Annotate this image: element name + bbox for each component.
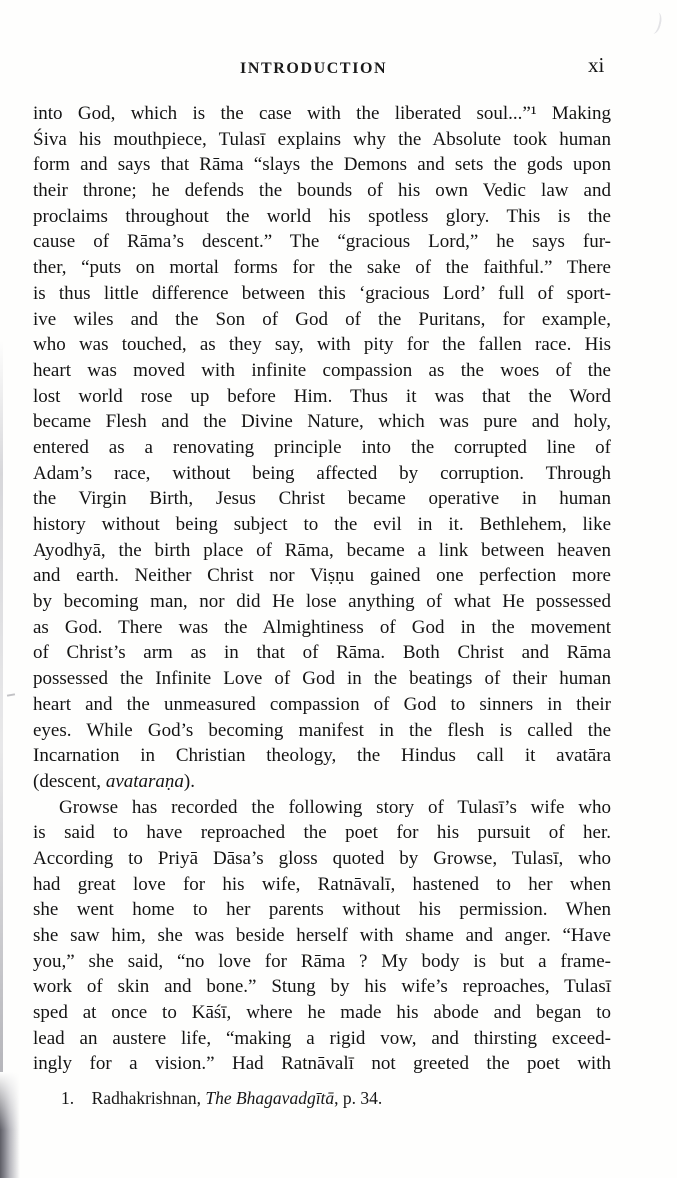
text-line: eyes. While God’s becoming manifest in the flesh is called the	[33, 719, 611, 741]
text-line: sped at once to Kāśī, where he made his abode and began to	[33, 1002, 611, 1024]
text-line: who was touched, as they say, with pity for the fallen race. His	[33, 334, 611, 356]
text-line: and earth. Neither Christ nor Viṣṇu gained one perfection more	[33, 565, 611, 587]
text-line: became Flesh and the Divine Nature, which was pure and holy,	[33, 411, 611, 433]
text-line: form and says that Rāma “slays the Demons and sets the gods upon	[33, 154, 611, 176]
text-line: ingly for a vision.” Had Ratnāvalī not greeted the poet with	[33, 1053, 611, 1075]
scan-speck	[7, 693, 15, 696]
footnote	[61, 1088, 382, 1109]
page-title: INTRODUCTION	[240, 60, 388, 77]
text-line: as God. There was the Almightiness of God in the movement	[33, 616, 611, 638]
text-line: entered as a renovating principle into the corrupted line of	[33, 436, 611, 458]
text-line: heart was moved with infinite compassion as the woes of the	[33, 359, 611, 381]
text-line: According to Priyā Dāsa’s gloss quoted by Growse, Tulasī, who	[33, 847, 611, 869]
text-line: into God, which is the case with the liberated soul...”¹ Making	[33, 103, 611, 124]
text-line: Incarnation in Christian theology, the Hindus call it avatāra	[33, 745, 611, 767]
scan-speck	[648, 11, 664, 35]
text-line: history without being subject to the evil in it. Bethlehem, like	[33, 514, 611, 535]
text-line: lost world rose up before Him. Thus it was that the Word	[33, 385, 611, 407]
text-line: lead an austere life, “making a rigid vow, and thirsting exceed-	[33, 1027, 611, 1049]
text-line: she saw him, she was beside herself with shame and anger. “Have	[33, 925, 611, 946]
text-line: is said to have reproached the poet for his pursuit of her.	[33, 822, 611, 844]
text-line: she went home to her parents without his permission. When	[33, 899, 611, 921]
text-line: possessed the Infinite Love of God in the beatings of their human	[33, 668, 611, 690]
text-line: ive wiles and the Son of God of the Puritans, for example,	[33, 308, 611, 330]
text-line: the Virgin Birth, Jesus Christ became operative in human	[33, 488, 611, 510]
body-text	[33, 101, 611, 1077]
text-line: you,” she said, “no love for Rāma ? My body is but a frame-	[33, 950, 611, 972]
text-line: (descent, avataraṇa).	[33, 770, 195, 792]
text-line: by becoming man, nor did He lose anything of what He possessed	[33, 591, 611, 613]
text-line: ther, “puts on mortal forms for the sake of the faithful.” There	[33, 257, 611, 279]
text-line: Śiva his mouthpiece, Tulasī explains why the Absolute took human	[33, 128, 611, 150]
text-line: is thus little difference between this ‘gracious Lord’ full of sport-	[33, 282, 611, 304]
paragraph	[33, 101, 611, 795]
text-line: proclaims throughout the world his spotless glory. This is the	[33, 205, 611, 227]
text-line: work of skin and bone.” Stung by his wife’s reproaches, Tulasī	[33, 976, 611, 998]
text-line: Ayodhyā, the birth place of Rāma, became a link between heaven	[33, 539, 611, 561]
footnote-text: 1. Radhakrishnan, The Bhagavadgītā, p. 34.	[61, 1088, 383, 1108]
text-line: Growse has recorded the following story of Tulasī’s wife who	[59, 796, 611, 818]
text-line: of Christ’s arm as in that of Rāma. Both Christ and Rāma	[33, 642, 611, 664]
text-line: had great love for his wife, Ratnāvalī, hastened to her when	[33, 873, 611, 895]
paragraph	[33, 795, 611, 1078]
page-number: xi	[588, 53, 605, 77]
text-line: their throne; he defends the bounds of his own Vedic law and	[33, 180, 611, 202]
text-line: heart and the unmeasured compassion of God to sinners in their	[33, 693, 611, 715]
page-edge-shadow-bottom	[0, 1072, 20, 1178]
text-line: cause of Rāma’s descent.” The “gracious Lord,” he says fur-	[33, 231, 611, 253]
text-line: Adam’s race, without being affected by corruption. Through	[33, 462, 611, 484]
page-edge-shadow	[0, 340, 3, 1080]
